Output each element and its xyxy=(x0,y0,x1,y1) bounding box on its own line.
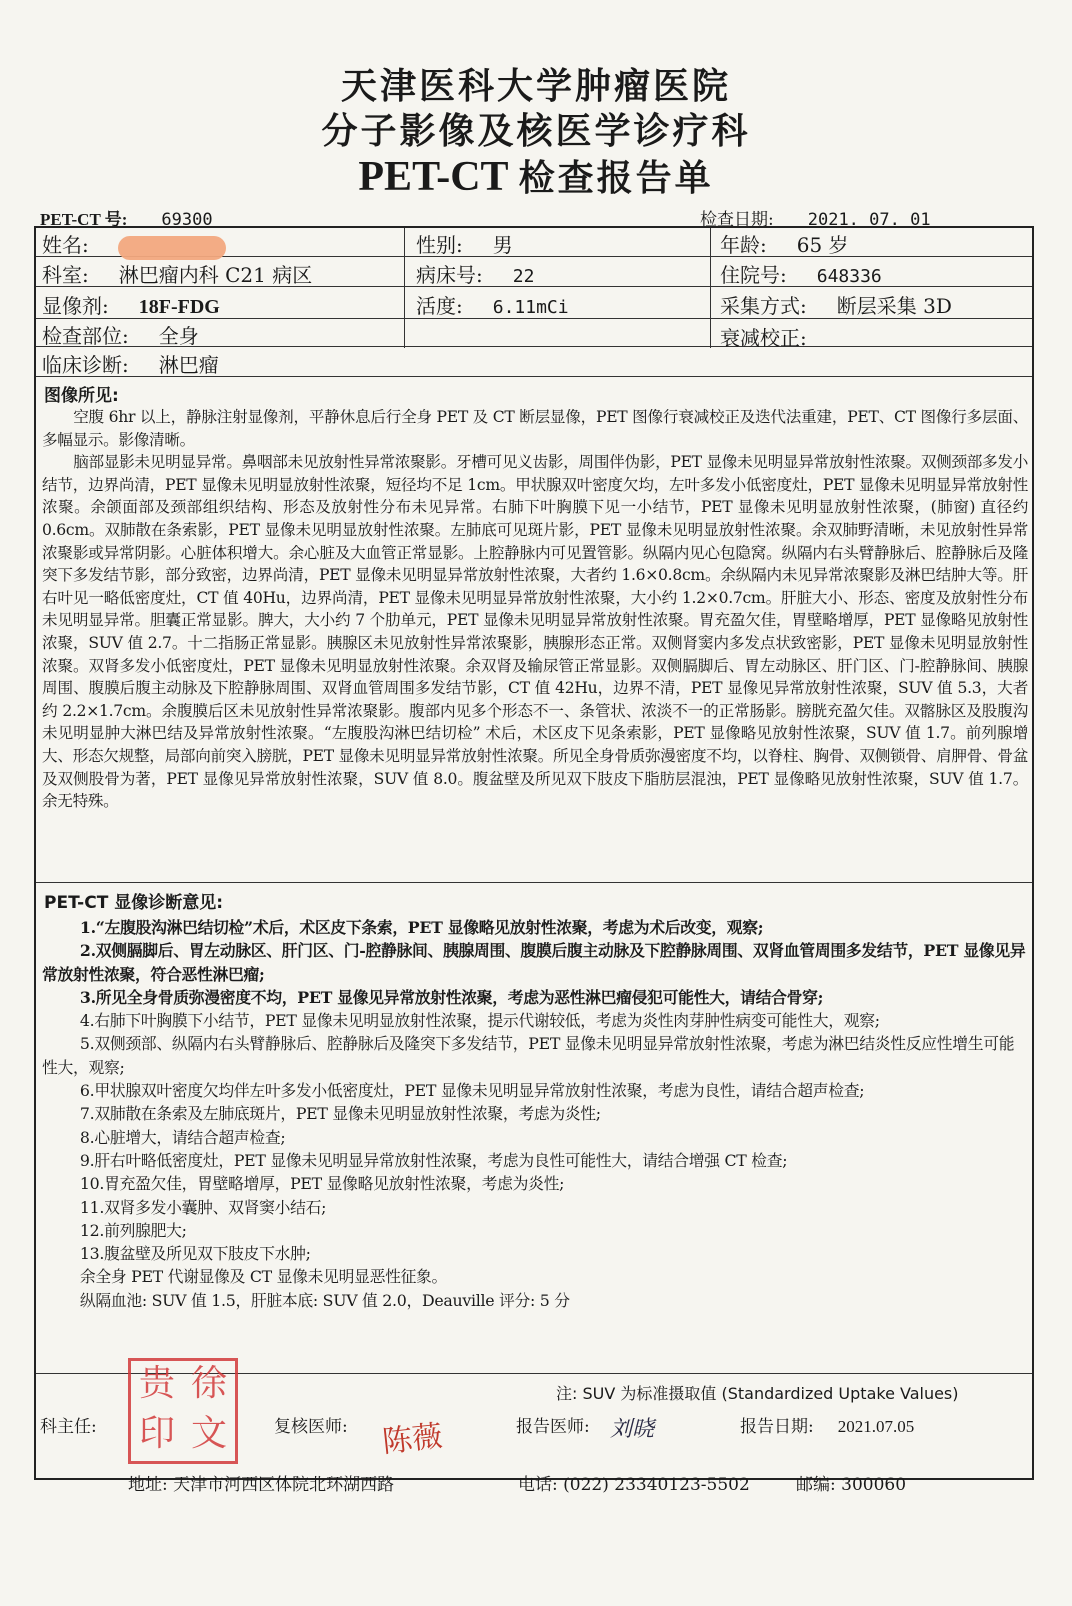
decay-label: 衰减校正: xyxy=(720,326,807,350)
petct-number-value: 69300 xyxy=(161,210,213,230)
stamp-char: 徐 xyxy=(190,1363,227,1404)
diagnosis-item: 3.所见全身骨质弥漫密度不均，PET 显像见异常放射性浓聚，考虑为恶性淋巴瘤侵犯可能性大，请结合骨穿; xyxy=(79,987,824,1007)
report-date-value: 2021.07.05 xyxy=(837,1417,915,1436)
diag-cell xyxy=(42,349,219,378)
footer-address: 地址: 天津市河西区体院北环湖西路 xyxy=(128,1475,395,1495)
stamp-char: 文 xyxy=(190,1413,227,1454)
row-divider xyxy=(36,882,1032,883)
report-table xyxy=(34,226,1034,1480)
report-title-prefix: PET-CT xyxy=(358,154,509,200)
stamp-char: 印 xyxy=(138,1413,175,1454)
inpatient-cell xyxy=(720,259,882,288)
mode-value: 断层采集 3D xyxy=(836,294,952,318)
director-stamp xyxy=(128,1358,238,1464)
bed-label: 病床号: xyxy=(416,263,483,287)
inpatient-value: 648336 xyxy=(816,266,882,287)
agent-label: 显像剂: xyxy=(42,294,109,318)
reporter-label: 报告医师: xyxy=(516,1417,590,1437)
activity-cell xyxy=(416,290,569,319)
diagnosis-item: 2.双侧膈脚后、胃左动脉区、肝门区、门-腔静脉间、胰腺周围、腹膜后腹主动脉及下腔静脉周围、双肾血管周围多发结节，PET 显像见异常放射性浓聚，符合恶性淋巴瘤; xyxy=(42,941,1026,984)
gender-label: 性别: xyxy=(416,233,463,257)
diagnosis-item: 13.腹盆壁及所见双下肢皮下水肿; xyxy=(79,1244,311,1264)
dept-label: 科室: xyxy=(42,263,89,287)
diagnosis-item: 4.右肺下叶胸膜下小结节，PET 显像未见明显放射性浓聚，提示代谢较低，考虑为炎性肉芽肿性病变可能性大，观察; xyxy=(79,1011,880,1031)
diagnosis-title: PET-CT 显像诊断意见: xyxy=(44,893,224,913)
exam-date-value: 2021. 07. 01 xyxy=(807,210,931,230)
reviewer-label: 复核医师: xyxy=(274,1417,348,1437)
department-name: 分子影像及核医学诊疗科 xyxy=(321,110,751,152)
agent-cell xyxy=(42,290,220,319)
suv-note: 注: SUV 为标准摄取值 (Standardized Uptake Values) xyxy=(556,1384,959,1403)
bed-value: 22 xyxy=(512,266,535,287)
diagnosis-item: 余全身 PET 代谢显像及 CT 显像未见明显恶性征象。 xyxy=(79,1267,448,1287)
director-label: 科主任: xyxy=(40,1417,97,1437)
diagnosis-item: 7.双肺散在条索及左肺底斑片，PET 显像未见明显放射性浓聚，考虑为炎性; xyxy=(79,1104,601,1124)
column-divider xyxy=(710,228,711,348)
dept-cell xyxy=(42,259,312,288)
diag-label: 临床诊断: xyxy=(42,353,129,377)
part-cell xyxy=(42,320,199,349)
name-cell xyxy=(42,229,89,258)
report-title xyxy=(0,150,1072,201)
diagnosis-item: 8.心脏增大，请结合超声检查; xyxy=(79,1127,286,1147)
report-date xyxy=(740,1412,914,1437)
reporter-signature: 刘晓 xyxy=(610,1417,655,1442)
dept-value: 淋巴瘤内科 C21 病区 xyxy=(118,263,313,287)
diagnosis-item: 1.“左腹股沟淋巴结切检”术后，术区皮下条索，PET 显像略见放射性浓聚，考虑为术后改变，观察; xyxy=(79,918,764,937)
diagnosis-item: 11.双肾多发小囊肿、双肾窦小结石; xyxy=(79,1197,327,1217)
reviewer-signature: 陈薇 xyxy=(380,1418,445,1461)
name-label: 姓名: xyxy=(42,233,89,257)
age-label: 年龄: xyxy=(720,233,767,257)
agent-value: 18F-FDG xyxy=(138,296,220,318)
findings-text xyxy=(42,406,1028,813)
hospital-name: 天津医科大学肿瘤医院 xyxy=(340,65,731,107)
diagnosis-item: 10.胃充盈欠佳，胃壁略增厚，PET 显像略见放射性浓聚，考虑为炎性; xyxy=(79,1174,565,1194)
activity-label: 活度: xyxy=(416,294,463,318)
age-value: 65 岁 xyxy=(796,233,849,257)
inpatient-label: 住院号: xyxy=(720,263,787,287)
activity-value: 6.11mCi xyxy=(492,297,569,318)
mode-label: 采集方式: xyxy=(720,294,807,318)
report-title-suffix: 检查报告单 xyxy=(518,157,714,199)
findings-paragraph: 空腹 6hr 以上，静脉注射显像剂，平静休息后行全身 PET 及 CT 断层显像，PET 图像行衰减校正及迭代法重建，PET、CT 图像行多层面、多幅显示。影像清晰。 xyxy=(42,408,1028,449)
diagnosis-item: 6.甲状腺双叶密度欠均伴左叶多发小低密度灶，PET 显像未见明显异常放射性浓聚，考虑为良性，请结合超声检查; xyxy=(79,1081,865,1101)
stamp-char: 贵 xyxy=(138,1363,175,1404)
diagnosis-item: 9.肝右叶略低密度灶，PET 显像未见明显异常放射性浓聚，考虑为良性可能性大，请结合增强 CT 检查; xyxy=(79,1150,788,1170)
footer-postcode: 邮编: 300060 xyxy=(796,1475,907,1495)
part-label: 检查部位: xyxy=(42,324,129,348)
findings-paragraph: 脑部显影未见明显异常。鼻咽部未见放射性异常浓聚影。牙槽可见义齿影，周围伴伪影，PET 显像未见明显异常放射性浓聚。双侧颈部多发小结节，边界尚清，PET 显像未见明显放射性浓聚，短径均不足 1cm。甲状腺双叶密度欠均，左叶多发小低密度灶，PET 显像未见明显异常放射性浓聚。余颌面部及颈部组织结构、形态及放射性分布未见异常。右肺下叶胸膜下见一小结节，PET 显像未见明显放射性浓聚，(肺窗) 直径约 0.6cm。双肺散在条索影，PET 显像未见明显放射性浓聚。左肺底可见斑片影，PET 显像未见明显放射性浓聚。余双肺野清晰，未见放射性异常浓聚影或异常阴影。心脏体积增大。余心脏及大血管正常显影。上腔静脉内可见置管影。纵隔内见心包隐窝。纵隔内右头臂静脉后、腔静脉后及隆突下多发结节影，部分致密，边界尚清，PET 显像未见明显异常放射性浓聚，大者约 1.6×0.8cm。余纵隔内未见异常浓聚影及淋巴结肿大等。肝右叶见一略低密度灶，CT 值 40Hu，边界尚清，PET 显像未见明显异常放射性浓聚，大小约 1.2×0.7cm。肝脏大小、形态、密度及放射性分布未见明显异常。胆囊正常显影。脾大，大小约 7 个肋单元，PET 显像未见明显异常放射性浓聚。胃充盈欠佳，胃壁略增厚，PET 显像略见放射性浓聚，SUV 值 2.7。十二指肠正常显影。胰腺区未见放射性异常浓聚影，胰腺形态正常。双侧肾窦内多发点状致密影，PET 显像未见明显放射性浓聚。双肾多发小低密度灶，PET 显像未见明显放射性浓聚。余双肾及输尿管正常显影。双侧膈脚后、胃左动脉区、肝门区、门-腔静脉间、胰腺周围、腹膜后腹主动脉及下腔静脉周围、双肾血管周围多发结节影，CT 值 42Hu，边界不清，PET 显像见异常放射性浓聚，SUV 值 5.3，大者约 2.2×1.7cm。余腹膜后区未见放射性异常浓聚影。腹部内见多个形态不一、条管状、浓淡不一的正常肠影。膀胱充盈欠佳。双髂脉区及股腹沟未见明显肿大淋巴结及异常放射性浓聚。“左腹股沟淋巴结切检” 术后，术区皮下见条索影，PET 显像略见放射性浓聚，SUV 值 1.7。前列腺增大、形态欠规整，局部向前突入膀胱，PET 显像未见明显异常放射性浓聚。所见全身骨质弥漫密度不均，以脊柱、胸骨、双侧锁骨、肩胛骨、骨盆及双侧股骨为著，PET 显像见异常放射性浓聚，SUV 值 8.0。腹盆壁及所见双下肢皮下脂肪层混浊，PET 显像略见放射性浓聚，SUV 值 1.7。余无特殊。 xyxy=(42,453,1028,811)
footer-phone: 电话: (022) 23340123-5502 xyxy=(518,1475,750,1495)
exam-date-label: 检查日期: xyxy=(700,210,774,230)
diag-value: 淋巴瘤 xyxy=(158,353,219,377)
diagnosis-item: 12.前列腺肥大; xyxy=(79,1220,187,1240)
age-cell xyxy=(720,229,849,258)
findings-title: 图像所见: xyxy=(44,386,119,406)
diagnosis-list xyxy=(42,916,1028,1312)
diagnosis-item: 纵隔血池: SUV 值 1.5，肝脏本底: SUV 值 2.0，Deauville 评分: 5 分 xyxy=(79,1290,570,1310)
diagnosis-item: 5.双侧颈部、纵隔内右头臂静脉后、腔静脉后及隆突下多发结节，PET 显像未见明显异常放射性浓聚，考虑为淋巴结炎性反应性增生可能性大，观察; xyxy=(42,1034,1015,1077)
gender-value: 男 xyxy=(492,233,513,257)
decay-cell xyxy=(720,322,807,351)
mode-cell xyxy=(720,290,952,319)
redacted-name-mark xyxy=(118,236,226,260)
bed-cell xyxy=(416,259,534,288)
part-value: 全身 xyxy=(158,324,199,348)
petct-number-label: PET-CT 号: xyxy=(40,210,128,229)
gender-cell xyxy=(416,229,513,258)
column-divider xyxy=(404,228,405,348)
report-date-label: 报告日期: xyxy=(740,1417,814,1437)
